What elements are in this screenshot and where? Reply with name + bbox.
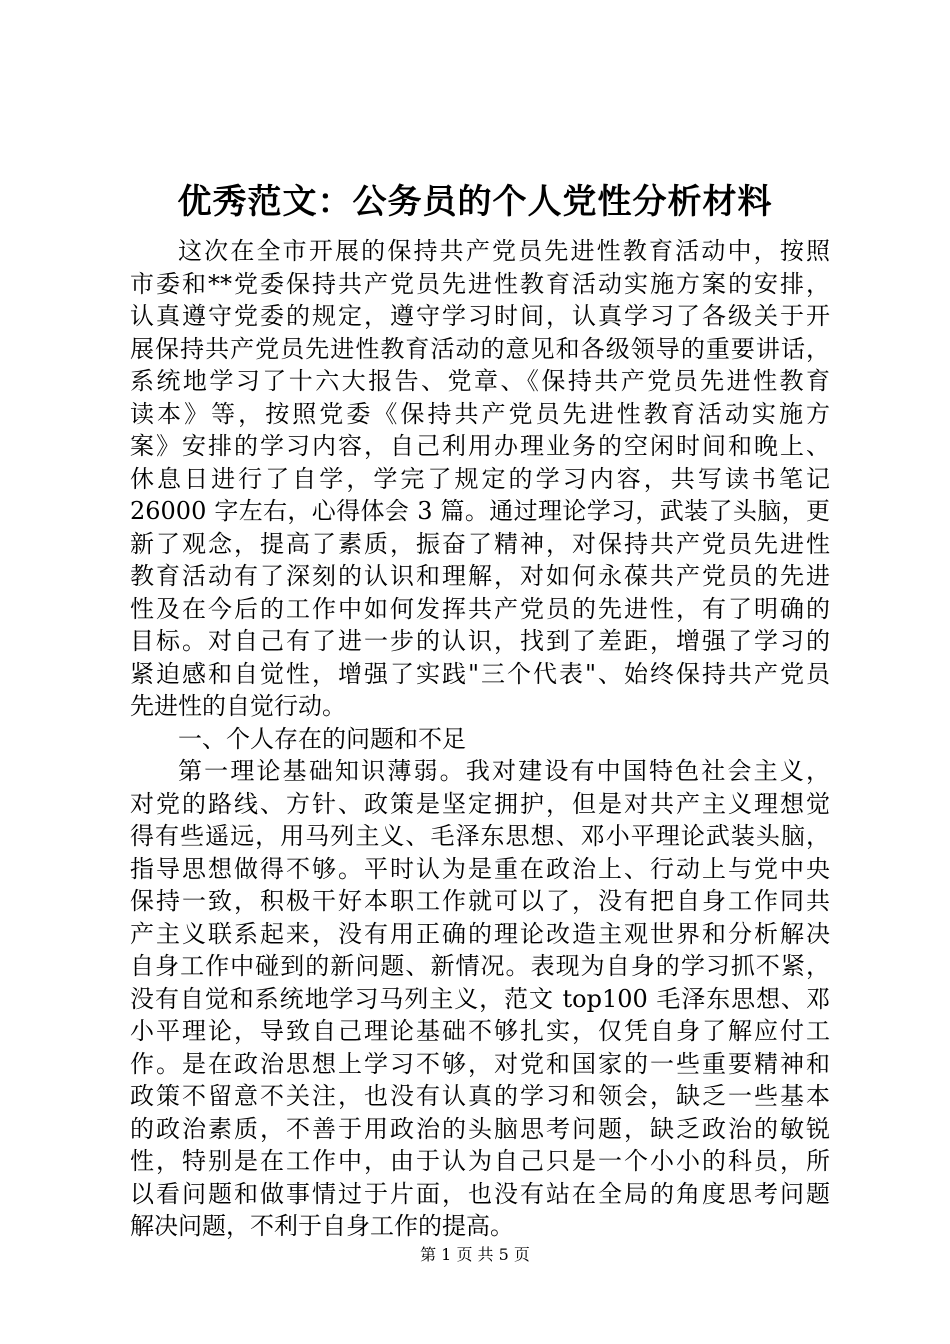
paragraph-line: 性，特别是在工作中，由于认为自己只是一个小小的科员，所: [130, 1147, 830, 1175]
paragraph-line: 性及在今后的工作中如何发挥共产党员的先进性，有了明确的: [130, 594, 830, 623]
paragraph-line: 指导思想做得不够。平时认为是重在政治上、行动上与党中央: [130, 854, 830, 883]
paragraph-line: 保持一致，积极干好本职工作就可以了，没有把自身工作同共: [130, 887, 830, 915]
document-body: [130, 235, 830, 1243]
paragraph-line: 得有些遥远，用马列主义、毛泽东思想、邓小平理论武装头脑，: [130, 822, 830, 850]
paragraph-line: 紧迫感和自觉性，增强了实践"三个代表"、始终保持共产党员: [130, 659, 830, 688]
paragraph-line: 这次在全市开展的保持共产党员先进性教育活动中，按照: [178, 237, 830, 265]
paragraph-line: 以看问题和做事情过于片面，也没有站在全局的角度思考问题: [130, 1179, 830, 1208]
paragraph-line: 小平理论，导致自己理论基础不够扎实，仅凭自身了解应付工: [130, 1017, 830, 1045]
paragraph-line: 先进性的自觉行动。: [130, 692, 346, 720]
paragraph-line: 市委和**党委保持共产党员先进性教育活动实施方案的安排，: [130, 269, 830, 298]
paragraph-line: 新了观念，提高了素质，振奋了精神，对保持共产党员先进性: [130, 529, 830, 558]
paragraph-line: 作。是在政治思想上学习不够，对党和国家的一些重要精神和: [130, 1049, 830, 1078]
paragraph-line: 政策不留意不关注，也没有认真的学习和领会，缺乏一些基本: [130, 1082, 830, 1110]
paragraph-line: 对党的路线、方针、政策是坚定拥护，但是对共产主义理想觉: [130, 789, 830, 818]
paragraph-line: 产主义联系起来，没有用正确的理论改造主观世界和分析解决: [130, 919, 830, 948]
paragraph-line: 没有自觉和系统地学习马列主义，范文 top100 毛泽东思想、邓: [130, 984, 830, 1013]
document-title: 优秀范文：公务员的个人党性分析材料: [177, 182, 773, 222]
paragraph-line: 读本》等，按照党委《保持共产党员先进性教育活动实施方: [130, 399, 830, 428]
paragraph-line: 第一理论基础知识薄弱。我对建设有中国特色社会主义，: [178, 757, 830, 785]
paragraph-line: 解决问题，不利于自身工作的提高。: [130, 1212, 514, 1240]
paragraph-line: 自身工作中碰到的新问题、新情况。表现为自身的学习抓不紧，: [130, 952, 830, 980]
paragraph-line: 展保持共产党员先进性教育活动的意见和各级领导的重要讲话，: [130, 334, 830, 363]
paragraph-line: 教育活动有了深刻的认识和理解，对如何永葆共产党员的先进: [130, 562, 830, 590]
paragraph-line: 目标。对自己有了进一步的认识，找到了差距，增强了学习的: [130, 627, 830, 655]
paragraph-line: 认真遵守党委的规定，遵守学习时间，认真学习了各级关于开: [130, 302, 830, 330]
paragraph-line: 系统地学习了十六大报告、党章、《保持共产党员先进性教育: [130, 367, 830, 395]
section-heading: 一、个人存在的问题和不足: [178, 724, 466, 753]
paragraph-line: 休息日进行了自学，学完了规定的学习内容，共写读书笔记: [130, 464, 830, 493]
paragraph-line: 的政治素质，不善于用政治的头脑思考问题，缺乏政治的敏锐: [130, 1114, 830, 1143]
paragraph-line: 案》安排的学习内容，自己利用办理业务的空闲时间和晚上、: [130, 432, 830, 460]
page-footer: 第 1 页 共 5 页: [420, 1245, 530, 1264]
paragraph-line: 26000 字左右，心得体会 3 篇。通过理论学习，武装了头脑，更: [130, 497, 830, 525]
